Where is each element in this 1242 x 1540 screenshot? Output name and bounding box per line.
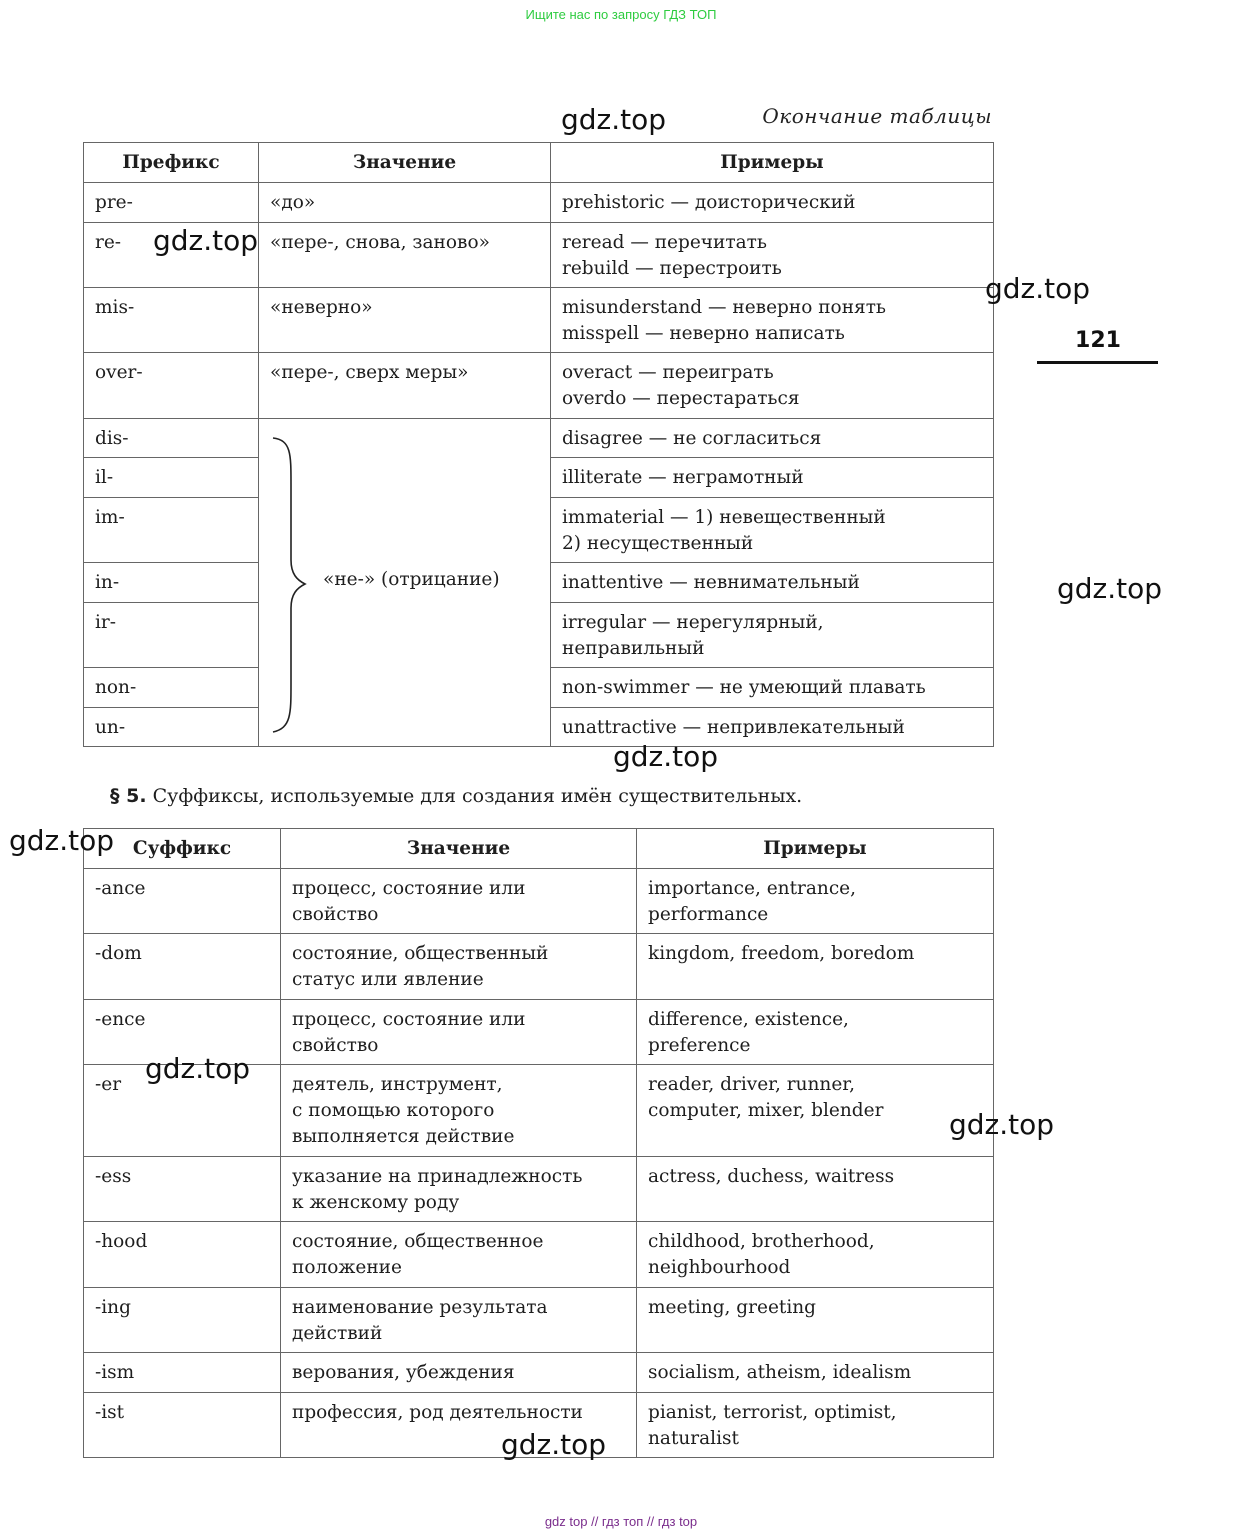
- example-line: disagree — не согласиться: [562, 428, 822, 449]
- example-line: performance: [648, 904, 769, 925]
- meaning-cell: [281, 1288, 637, 1353]
- example-line: misspell — неверно написать: [562, 323, 845, 344]
- table-row: [84, 1222, 994, 1288]
- example-line: preference: [648, 1035, 751, 1056]
- examples-cell: [551, 603, 994, 668]
- table-row: [84, 288, 994, 353]
- example-line: socialism, atheism, idealism: [648, 1362, 912, 1383]
- meaning-line: верования, убеждения: [292, 1362, 515, 1383]
- example-line: childhood, brotherhood,: [648, 1231, 875, 1252]
- search-banner: Ищите нас по запросу ГДЗ ТОП: [525, 7, 717, 22]
- examples-cell: [637, 1065, 994, 1157]
- example-line: importance, entrance,: [648, 878, 857, 899]
- example-line: irregular — нерегулярный,: [562, 612, 824, 633]
- prefix-cell: ir-: [84, 603, 259, 668]
- meaning-cell: [281, 1353, 637, 1393]
- watermark: gdz.top: [145, 1052, 251, 1085]
- meaning-cell: [281, 1222, 637, 1288]
- prefix-cell: non-: [84, 668, 259, 708]
- example-line: overdo — перестараться: [562, 388, 800, 409]
- example-line: misunderstand — неверно понять: [562, 297, 887, 318]
- examples-cell: [551, 668, 994, 708]
- footer-links: gdz top // гдз топ // гдз top: [544, 1514, 698, 1529]
- suffix-cell: -ist: [84, 1393, 281, 1458]
- meaning-line: наименование результата: [292, 1297, 548, 1318]
- negation-group-cell: [259, 419, 551, 747]
- meaning-line: профессия, род деятельности: [292, 1402, 583, 1423]
- meaning-cell: «неверно»: [259, 288, 551, 353]
- table-row: [84, 183, 994, 223]
- examples-cell: [637, 934, 994, 1000]
- watermark: gdz.top: [501, 1428, 607, 1461]
- examples-cell: [637, 869, 994, 934]
- page-number: 121: [1075, 328, 1121, 353]
- watermark: gdz.top: [153, 224, 259, 257]
- example-line: meeting, greeting: [648, 1297, 816, 1318]
- examples-cell: [551, 563, 994, 603]
- example-line: prehistoric — доисторический: [562, 192, 856, 213]
- watermark: gdz.top: [561, 103, 667, 136]
- meaning-line: указание на принадлежность: [292, 1166, 583, 1187]
- meaning-cell: «пере-, сверх меры»: [259, 353, 551, 419]
- meaning-cell: [281, 1157, 637, 1222]
- prefix-cell: im-: [84, 498, 259, 563]
- suffix-cell: -ess: [84, 1157, 281, 1222]
- watermark: gdz.top: [613, 740, 719, 773]
- meaning-line: процесс, состояние или: [292, 878, 526, 899]
- suffix-cell: -er: [84, 1065, 281, 1157]
- meaning-cell: [281, 1000, 637, 1065]
- example-line: immaterial — 1) невещественный: [562, 507, 886, 528]
- example-line: rebuild — перестроить: [562, 258, 782, 279]
- meaning-line: состояние, общественное: [292, 1231, 544, 1252]
- meaning-line: выполняется действие: [292, 1126, 515, 1147]
- table-row: [84, 934, 994, 1000]
- example-line: naturalist: [648, 1428, 739, 1449]
- example-line: unattractive — непривлекательный: [562, 717, 905, 738]
- prefix-cell: dis-: [84, 419, 259, 458]
- example-line: neighbourhood: [648, 1257, 791, 1278]
- meaning-line: состояние, общественный: [292, 943, 549, 964]
- meaning-line: статус или явление: [292, 969, 484, 990]
- examples-cell: [551, 498, 994, 563]
- meaning-line: свойство: [292, 1035, 379, 1056]
- table-row: [84, 419, 994, 458]
- suffix-cell: -ance: [84, 869, 281, 934]
- prefix-cell: mis-: [84, 288, 259, 353]
- header-examples: Примеры: [637, 829, 994, 869]
- examples-cell: [551, 183, 994, 223]
- section-title-text: Суффиксы, используемые для создания имён существительных.: [152, 785, 803, 807]
- table-row: [84, 353, 994, 419]
- meaning-line: процесс, состояние или: [292, 1009, 526, 1030]
- prefix-cell: re-: [84, 223, 259, 288]
- example-line: pianist, terrorist, optimist,: [648, 1402, 897, 1423]
- examples-cell: [637, 1157, 994, 1222]
- example-line: actress, duchess, waitress: [648, 1166, 895, 1187]
- watermark: gdz.top: [985, 272, 1091, 305]
- prefix-cell: in-: [84, 563, 259, 603]
- section-heading: [110, 785, 802, 807]
- meaning-cell: [281, 1065, 637, 1157]
- example-line: 2) несущественный: [562, 533, 754, 554]
- meaning-line: деятель, инструмент,: [292, 1074, 503, 1095]
- prefix-cell: il-: [84, 458, 259, 498]
- curly-brace-icon: [269, 434, 309, 734]
- examples-cell: [637, 1000, 994, 1065]
- prefix-cell: un-: [84, 708, 259, 747]
- meaning-line: действий: [292, 1323, 383, 1344]
- table-continuation-caption: Окончание таблицы: [762, 104, 992, 128]
- header-prefix: Префикс: [84, 143, 259, 183]
- watermark: gdz.top: [1057, 572, 1163, 605]
- header-meaning: Значение: [281, 829, 637, 869]
- example-line: kingdom, freedom, boredom: [648, 943, 915, 964]
- suffix-cell: -dom: [84, 934, 281, 1000]
- example-line: illiterate — неграмотный: [562, 467, 804, 488]
- table-row: [84, 1157, 994, 1222]
- examples-cell: [551, 458, 994, 498]
- examples-cell: [637, 1393, 994, 1458]
- meaning-cell: «до»: [259, 183, 551, 223]
- examples-cell: [637, 1353, 994, 1393]
- meaning-cell: «пере-, снова, заново»: [259, 223, 551, 288]
- prefix-cell: over-: [84, 353, 259, 419]
- meaning-line: положение: [292, 1257, 402, 1278]
- example-line: неправильный: [562, 638, 705, 659]
- header-examples: Примеры: [551, 143, 994, 183]
- meaning-cell: [281, 934, 637, 1000]
- watermark: gdz.top: [949, 1108, 1055, 1141]
- section-number: § 5.: [110, 785, 147, 807]
- example-line: reader, driver, runner,: [648, 1074, 855, 1095]
- suffix-cell: -ism: [84, 1353, 281, 1393]
- example-line: difference, existence,: [648, 1009, 849, 1030]
- meaning-cell: [281, 869, 637, 934]
- watermark: gdz.top: [9, 824, 115, 857]
- examples-cell: [637, 1222, 994, 1288]
- header-suffix: Суффикс: [84, 829, 281, 869]
- table-row: [84, 1353, 994, 1393]
- examples-cell: [551, 353, 994, 419]
- example-line: reread — перечитать: [562, 232, 767, 253]
- example-line: computer, mixer, blender: [648, 1100, 884, 1121]
- example-line: inattentive — невнимательный: [562, 572, 860, 593]
- examples-cell: [551, 419, 994, 458]
- examples-cell: [551, 288, 994, 353]
- table-row: [84, 869, 994, 934]
- examples-cell: [637, 1288, 994, 1353]
- suffix-cell: -ing: [84, 1288, 281, 1353]
- negation-meaning: «не-» (отрицание): [323, 569, 500, 590]
- suffix-table: [83, 828, 994, 1458]
- suffix-cell: -hood: [84, 1222, 281, 1288]
- header-meaning: Значение: [259, 143, 551, 183]
- examples-cell: [551, 223, 994, 288]
- meaning-line: с помощью которого: [292, 1100, 495, 1121]
- suffix-cell: -ence: [84, 1000, 281, 1065]
- example-line: overact — переиграть: [562, 362, 774, 383]
- meaning-line: к женскому роду: [292, 1192, 460, 1213]
- example-line: non-swimmer — не умеющий плавать: [562, 677, 926, 698]
- meaning-line: свойство: [292, 904, 379, 925]
- page-number-rule: [1037, 361, 1158, 364]
- prefix-cell: pre-: [84, 183, 259, 223]
- table-row: [84, 1288, 994, 1353]
